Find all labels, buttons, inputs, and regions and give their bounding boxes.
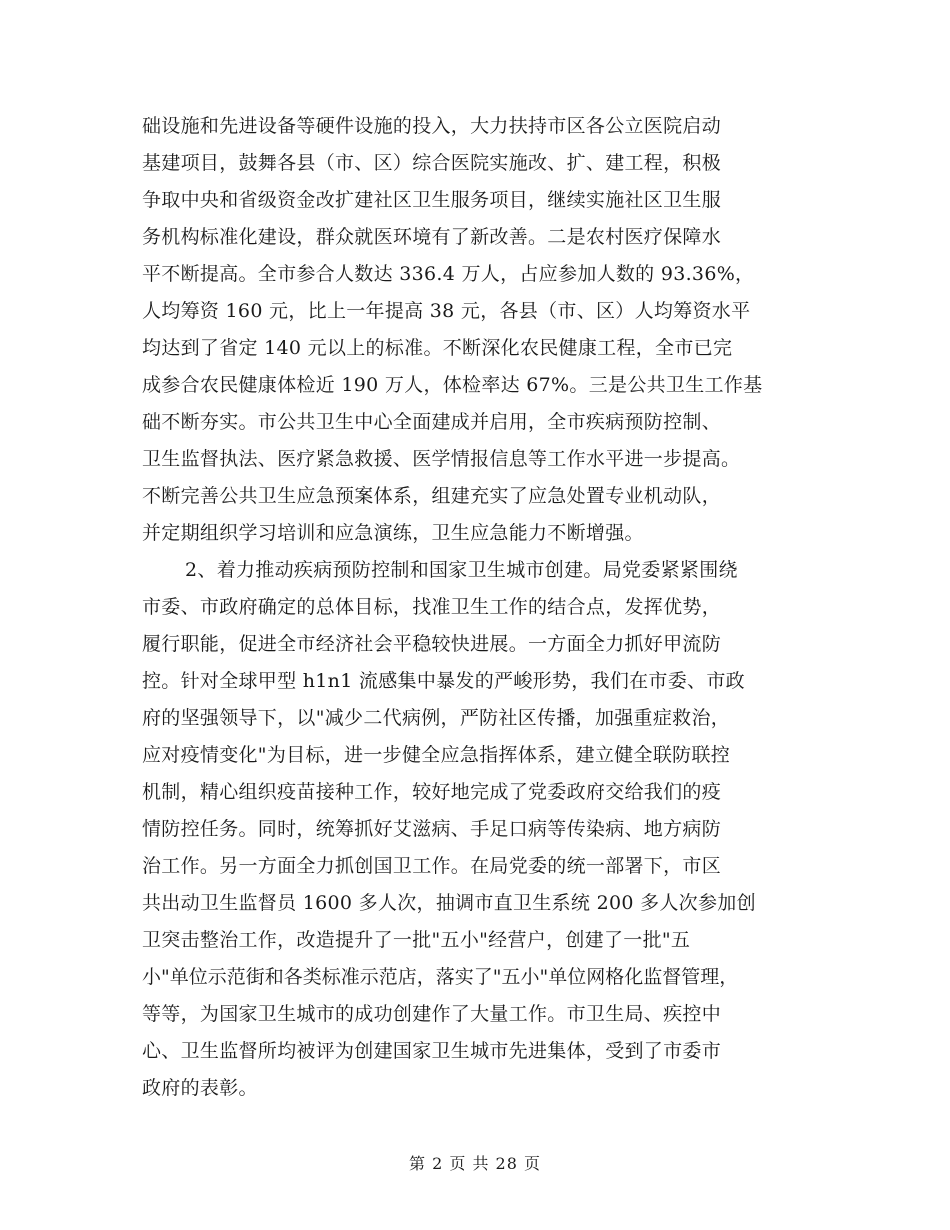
text-line: 市委、市政府确定的总体目标，找准卫生工作的结合点，发挥优势，: [142, 596, 722, 618]
text-line: 务机构标准化建设，群众就医环境有了新改善。二是农村医疗保障水: [142, 226, 722, 248]
text-line: 础设施和先进设备等硬件设施的投入，大力扶持市区各公立医院启动: [142, 115, 722, 137]
text-line: 履行职能，促进全市经济社会平稳较快进展。一方面全力抓好甲流防: [142, 633, 722, 655]
text-line: 治工作。另一方面全力抓创国卫工作。在局党委的统一部署下，市区: [142, 855, 722, 877]
text-line: 小"单位示范街和各类标准示范店，落实了"五小"单位网格化监督管理，: [142, 966, 739, 988]
text-line: 共出动卫生监督员 1600 多人次，抽调市直卫生系统 200 多人次参加创: [142, 892, 756, 914]
text-line: 础不断夯实。市公共卫生中心全面建成并启用，全市疾病预防控制、: [142, 411, 722, 433]
text-line: 应对疫情变化"为目标，进一步健全应急指挥体系，建立健全联防联控: [142, 744, 731, 766]
text-line: 成参合农民健康体检近 190 万人，体检率达 67%。三是公共卫生工作基: [142, 374, 763, 396]
text-line: 卫突击整治工作，改造提升了一批"五小"经营户，创建了一批"五: [142, 929, 691, 951]
text-line: 均达到了省定 140 元以上的标准。不断深化农民健康工程，全市已完: [142, 337, 733, 359]
text-line: 基建项目，鼓舞各县（市、区）综合医院实施改、扩、建工程，积极: [142, 152, 722, 174]
text-line: 卫生监督执法、医疗紧急救援、医学情报信息等工作水平进一步提高。: [142, 448, 741, 470]
text-line: 控。针对全球甲型 h1n1 流感集中暴发的严峻形势，我们在市委、市政: [142, 670, 745, 692]
text-line: 府的坚强领导下，以"减少二代病例，严防社区传播，加强重症救治，: [142, 707, 731, 729]
text-line: 机制，精心组织疫苗接种工作，较好地完成了党委政府交给我们的疫: [142, 781, 722, 803]
text-line: 等等，为国家卫生城市的成功创建作了大量工作。市卫生局、疾控中: [142, 1003, 722, 1025]
text-line: 并定期组织学习培训和应急演练，卫生应急能力不断增强。: [142, 522, 644, 544]
text-line: 心、卫生监督所均被评为创建国家卫生城市先进集体，受到了市委市: [142, 1040, 722, 1062]
paragraph-start-line: 2、着力推动疾病预防控制和国家卫生城市创建。局党委紧紧围绕: [185, 559, 738, 581]
text-line: 情防控任务。同时，统筹抓好艾滋病、手足口病等传染病、地方病防: [142, 818, 722, 840]
text-line: 政府的表彰。: [142, 1077, 258, 1099]
text-line: 争取中央和省级资金改扩建社区卫生服务项目，继续实施社区卫生服: [142, 189, 722, 211]
page-number-footer: 第 2 页 共 28 页: [409, 1154, 541, 1173]
text-line: 平不断提高。全市参合人数达 336.4 万人，占应参加人数的 93.36%，: [142, 263, 755, 285]
text-line: 不断完善公共卫生应急预案体系，组建充实了应急处置专业机动队，: [142, 485, 722, 507]
text-line: 人均筹资 160 元，比上一年提高 38 元，各县（市、区）人均筹资水平: [142, 300, 751, 322]
